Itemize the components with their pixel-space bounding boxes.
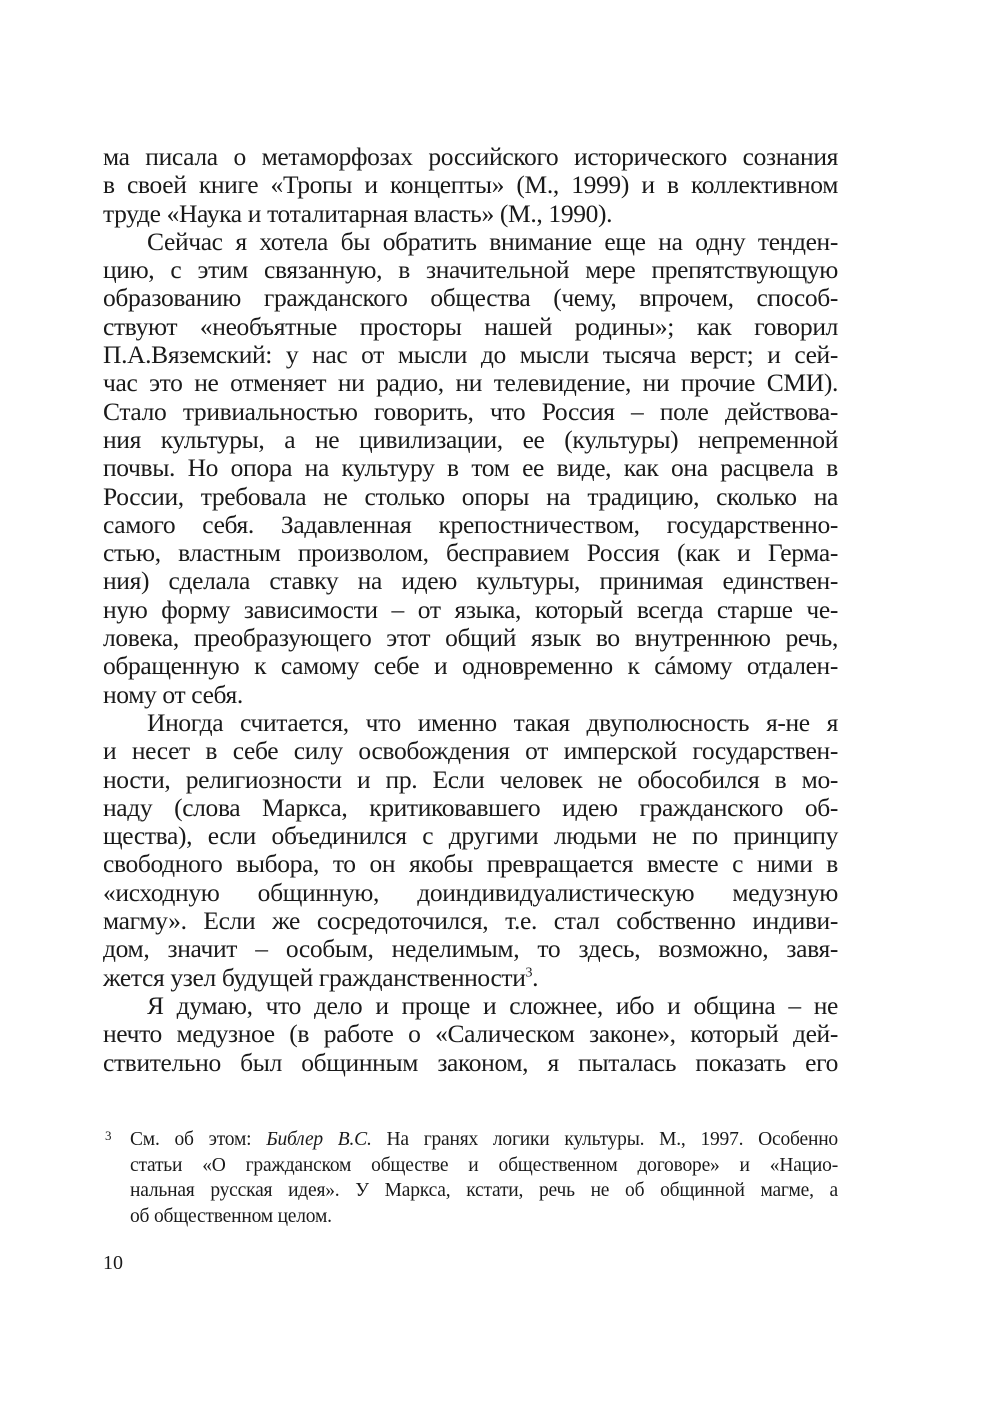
main-text — [103, 143, 838, 1077]
text-line: наду (слова Маркса, критиковавшего идею гражданского об- — [103, 792, 838, 822]
text-line: и несет в себе силу освобождения от имперской государствен- — [103, 736, 838, 766]
paragraph — [103, 143, 838, 228]
paragraph — [103, 992, 838, 1077]
paragraph — [103, 228, 838, 709]
text-line: труде «Наука и тоталитарная власть» (М., 1990). — [103, 198, 613, 228]
text-line: в своей книге «Тропы и концепты» (М., 1999) и в коллективном — [103, 170, 838, 200]
paragraph — [103, 709, 838, 992]
text-line: стью, властным произволом, бесправием Россия (как и Герма- — [103, 538, 838, 568]
text-line: ния) сделала ставку на идею культуры, принимая единствен- — [103, 566, 838, 596]
text-line: ма писала о метаморфозах российского исторического сознания — [103, 142, 838, 171]
text-line: ную форму зависимости – от языка, который всегда старше че- — [103, 594, 838, 624]
footnote-reference[interactable]: 3 — [525, 965, 533, 981]
text-line: самого себя. Задавленная крепостничеством, государственно- — [103, 509, 838, 539]
text-line: ствительно был общинным законом, я пыталась показать его — [103, 1047, 838, 1077]
text-line: «исходную общинную, доиндивидуалистическую медузную — [103, 877, 838, 907]
text-line: Сейчас я хотела бы обратить внимание еще на одну тенден- — [147, 226, 838, 256]
text-line: магму». Если же сосредоточился, т.е. стал собственно индиви- — [103, 906, 838, 936]
footnote-line: нальная русская идея». У Маркса, кстати, речь не об общинной магме, а — [130, 1180, 838, 1202]
text-line: ствуют «необъятные просторы нашей родины»; как говорил — [103, 311, 838, 341]
text-line: Я думаю, что дело и проще и сложнее, ибо и община – не — [147, 990, 838, 1020]
text-line: свободного выбора, то он якобы превращается вместе с ними в — [103, 849, 838, 879]
text-line: почвы. Но опора на культуру в том ее виде, как она расцвела в — [103, 453, 838, 483]
text-line: Иногда считается, что именно такая двуполюсность я-не я — [147, 707, 838, 737]
text-line: ности, религиозности и пр. Если человек не обособился в мо- — [103, 764, 838, 794]
text-line: час это не отменяет ни радио, ни телевидение, ни прочие СМИ). — [103, 368, 838, 398]
text-line: Стало тривиальностью говорить, что Россия – поле действова- — [103, 396, 838, 426]
text-line: нечто медузное (в работе о «Салическом законе», который дей- — [103, 1019, 838, 1049]
text-line: ному от себя. — [103, 679, 243, 709]
footnote-line: статьи «О гражданском обществе и общественном договоре» и «Нацио- — [130, 1154, 838, 1176]
text-line: П.А.Вяземский: у нас от мысли до мысли тысяча верст; и сей- — [103, 340, 838, 370]
footnote-line: 3 См. об этом: Библер В.С. На гранях логики культуры. М., 1997. Особенно — [103, 1127, 838, 1153]
text-line: цию, с этим связанную, в значительной мере препятствующую — [103, 255, 838, 285]
text-line: дом, значит – особым, неделимым, то здесь, возможно, завя- — [103, 934, 838, 964]
footnote-mark: 3 — [105, 1128, 112, 1143]
text-line: жется узел будущей гражданственности$^3$. — [103, 962, 539, 992]
page-number: 10 — [103, 1252, 123, 1274]
text-line: обращенную к самому себе и одновременно к сáмому отдален- — [103, 651, 838, 681]
text-line: России, требовала не столько опоры на традицию, сколько на — [103, 481, 838, 511]
text-line: щества), если объединился с другими людьми не по принципу — [103, 821, 838, 851]
text-line: образованию гражданского общества (чему, впрочем, способ- — [103, 283, 838, 313]
footnote — [103, 1127, 838, 1230]
text-line: ния культуры, а не цивилизации, ее (культуры) непременной — [103, 424, 838, 454]
footnote-author: Библер В.С. — [266, 1129, 372, 1150]
footnote-line: об общественном целом. — [130, 1206, 332, 1228]
text-line: ловека, преобразующего этот общий язык во внутреннюю речь, — [103, 623, 838, 653]
